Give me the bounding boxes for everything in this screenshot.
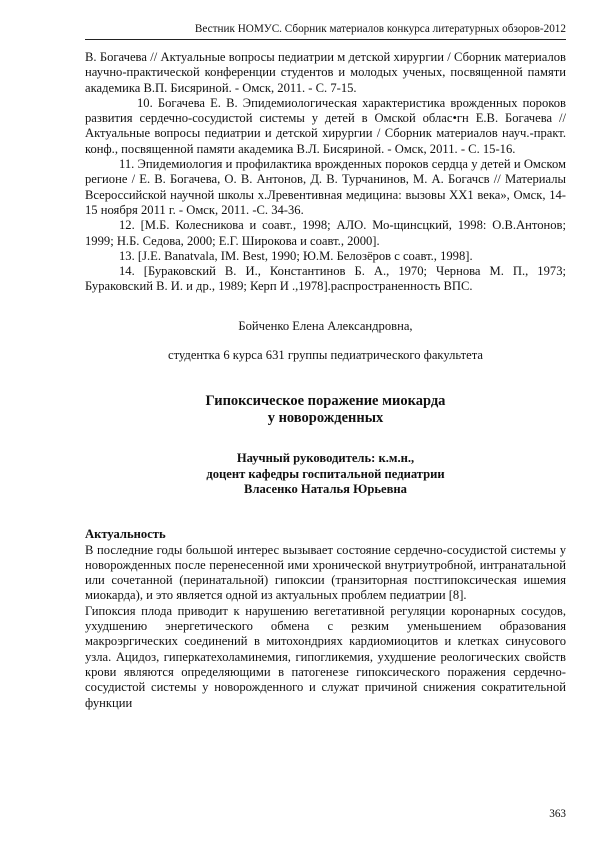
- page-number: 363: [549, 808, 566, 820]
- supervisor-line-2: доцент кафедры госпитальной педиатрии: [206, 466, 445, 481]
- article-title-line-1: Гипоксическое поражение миокарда: [205, 393, 446, 410]
- supervisor-line-1: Научный руководитель: к.м.н.,: [236, 451, 415, 466]
- author-name: Бойченко Елена Александровна,: [238, 318, 413, 333]
- article-title: [85, 393, 566, 427]
- article-title-line-2: у новорожденных: [267, 410, 384, 427]
- body-paragraph-1: В последние годы большой интерес вызывает состояние сердечно-сосудистой системы у новорожденных после перенесенной ими хронической внутриутробной, интранатальной или сочетанной (перинатальной) гипоксии (транзиторная постгипоксическая ишемия миокарда), и это является одной из актуальных проблем педиатрии [8].: [85, 542, 566, 603]
- header-rule: [85, 39, 566, 40]
- section-heading: Актуальность: [85, 527, 166, 542]
- reference-10: 10. Богачева Е. В. Эпидемиологическая характеристика врожденных пороков развития сердечно-сосудистой системы у детей в Омской облас•гн Е.В. Богачева // Актуальные вопросы педиатрии и детской хирургии / Сборник материалов науч.-практ. конф., посвященной памяти академика В.Л. Бисяриной. - Омск, 2011. - С. 15-16.: [85, 95, 566, 156]
- reference-12: 12. [М.Б. Колесникова и соавт., 1998; АЛО. Мо-щинсцкий, 1998: О.В.Антонов; 1999; Н.Б. Седова, 2000; Е.Г. Широкова и соавт., 2000].: [85, 218, 566, 248]
- author-affiliation: студентка 6 курса 631 группы педиатрического факультета: [167, 348, 483, 363]
- supervisor-line-3: Власенко Наталья Юрьевна: [244, 481, 407, 496]
- body-paragraph-2: Гипоксия плода приводит к нарушению вегетативной регуляции коронарных сосудов, ухудшению энергетического обмена с резким уменьшением образования макроэргических соединений в митохондриях кардиомиоцитов и клетках синусового узла. Ацидоз, гиперкатехоламинемия, гипогликемия, ухудшение реологических свойств крови являются определяющими в патогенезе гипоксического поражения сердечно-сосудистой системы у новорожденного и служат причиной снижения сократительной функции: [85, 603, 566, 710]
- reference-14: 14. [Бураковский В. И., Константинов Б. А., 1970; Чернова М. П., 1973; Бураковский В. И. и др., 1989; Керп И .,1978].распространенность ВПС.: [85, 264, 566, 294]
- reference-13: 13. [J.E. Banatvala, IM. Best, 1990; Ю.М. Белозёров с соавт., 1998].: [119, 248, 473, 263]
- supervisor-block: [85, 451, 566, 497]
- page-body: [85, 50, 566, 711]
- running-header: Вестник НОМУС. Сборник материалов конкурса литературных обзоров-2012: [194, 23, 566, 35]
- reference-9-continuation: В. Богачева // Актуальные вопросы педиатрии м детской хирургии / Сборник материалов научно-практической конференции студентов и молодых ученых, посвященной памяти академика В.П. Бисяриной. - Омск, 2011. - С. 7-15.: [85, 50, 566, 95]
- reference-11: 11. Эпидемиология и профилактика врожденных пороков сердца у детей и Омском регионе / Е. В. Богачева, О. В. Антонов, Д. В. Турчанинов, М. А. Богачсв // Материалы Всероссийской научной школы х.Лревентивная медицина: вызовы XX1 века», Омск, 14-15 ноября 2011 г. - Омск, 2011. -С. 34-36.: [85, 157, 566, 217]
